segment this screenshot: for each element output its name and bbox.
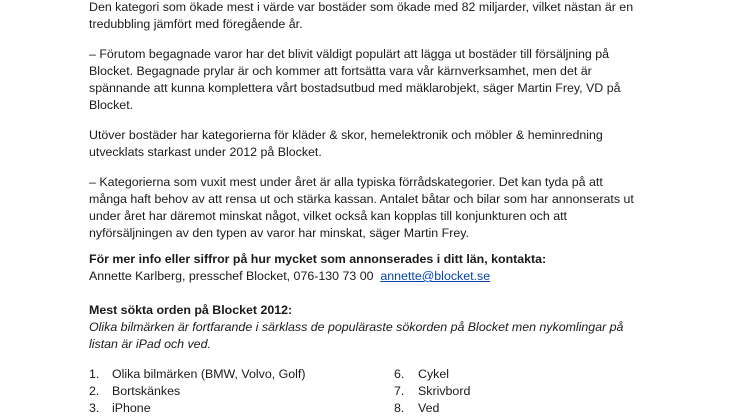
paragraph-2-line-3: spännande att kunna komplettera vårt bostadsutbud med mäklarobjekt, säger Martin Frey, VD på <box>89 81 621 95</box>
search-words-intro-line-1: Olika bilmärken är fortfarande i särklass de populäraste sökorden på Blocket men nykomlingar på <box>89 320 624 334</box>
list-item-number: 8. <box>394 401 405 415</box>
contact-text: Annette Karlberg, presschef Blocket, 076-130 73 00 <box>89 269 374 283</box>
paragraph-3-line-1: Utöver bostäder har kategorierna för kläder & skor, hemelektronik och möbler & heminredning <box>89 128 603 142</box>
paragraph-4-line-2: många haft behov av att rensa ut och stärka kassan. Antalet båtar och bilar som har annonserats ut <box>89 192 634 206</box>
list-item-number: 3. <box>89 401 100 415</box>
search-words-heading: Mest sökta orden på Blocket 2012: <box>89 303 293 317</box>
paragraph-2-line-1: – Förutom begagnade varor har det blivit väldigt populärt att lägga ut bostäder till försäljning på <box>89 47 610 61</box>
paragraph-1-line-1: Den kategori som ökade mest i värde var bostäder som ökade med 82 miljarder, vilket nästan är en <box>89 0 634 14</box>
list-item-number: 7. <box>394 384 405 398</box>
list-item: Bortskänkes <box>112 384 181 398</box>
contact-heading: För mer info eller siffror på hur mycket som annonserades i ditt län, kontakta: <box>89 252 547 266</box>
paragraph-2-line-2: Blocket. Begagnade prylar är och kommer att fortsätta vara vår kärnverksamhet, men det är <box>89 64 592 78</box>
paragraph-1-line-2: tredubbling jämfört med föregående år. <box>89 17 303 31</box>
search-words-intro-line-2: listan är iPad och ved. <box>89 337 211 351</box>
paragraph-4-line-1: – Kategorierna som vuxit mest under året är alla typiska förrådskategorier. Det kan tyda på att <box>89 175 603 189</box>
paragraph-3-line-2: utvecklats starkast under 2012 på Blocket. <box>89 145 322 159</box>
list-item-number: 2. <box>89 384 100 398</box>
contact-email-link[interactable]: annette@blocket.se <box>380 269 491 283</box>
list-item: Olika bilmärken (BMW, Volvo, Golf) <box>112 367 306 381</box>
contact-line <box>89 268 490 285</box>
list-item: Cykel <box>418 367 449 381</box>
list-item-number: 6. <box>394 367 405 381</box>
paragraph-4-line-3: under året har däremot minskat något, vilket också kan kopplas till konjunkturen och att <box>89 209 567 223</box>
paragraph-2-line-4: Blocket. <box>89 98 134 112</box>
paragraph-4-line-4: nyförsäljningen av den typen av varor har minskat, säger Martin Frey. <box>89 226 469 240</box>
list-item-number: 1. <box>89 367 100 381</box>
list-item: iPhone <box>112 401 151 415</box>
list-item: Ved <box>418 401 440 415</box>
list-item: Skrivbord <box>418 384 471 398</box>
